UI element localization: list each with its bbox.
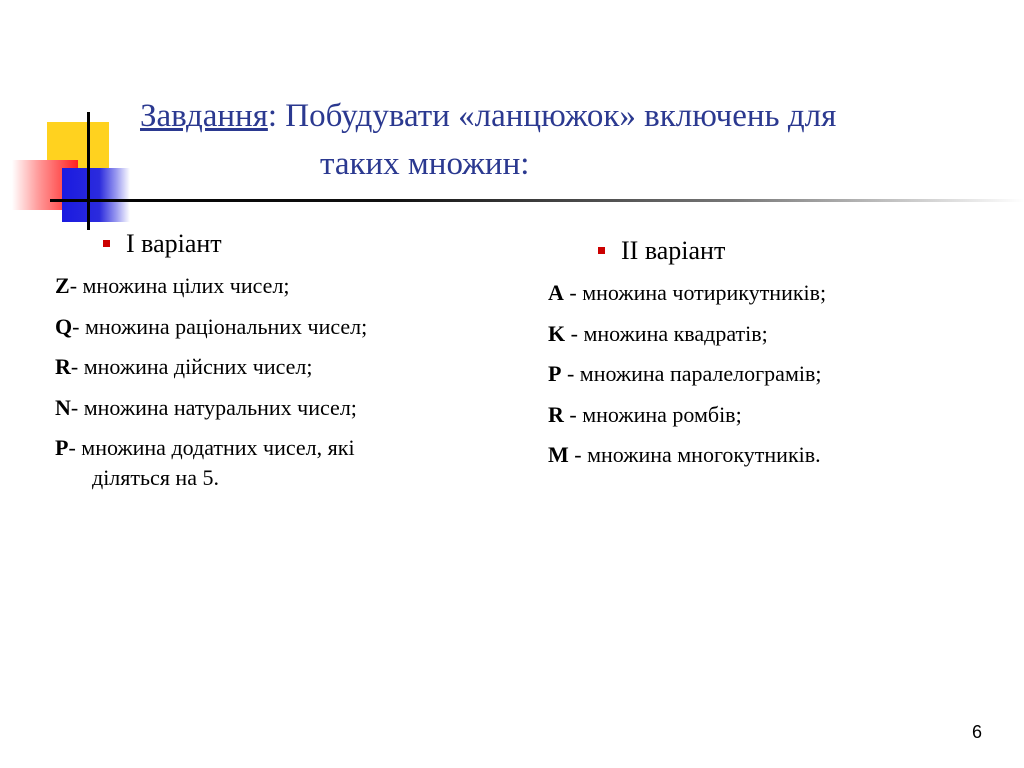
title-label: Завдання xyxy=(140,98,268,134)
list-item: N- множина натуральних чисел; xyxy=(55,394,357,420)
variant-1-heading: І варіант xyxy=(55,229,495,259)
vertical-rule xyxy=(87,112,90,230)
list-item: R - множина ромбів; xyxy=(548,401,742,427)
list-item: Q- множина раціональних чисел; xyxy=(55,313,368,339)
list-item: M - множина многокутників. xyxy=(548,442,821,467)
variant-1-column xyxy=(55,229,495,493)
list-item: A - множина чотирикутників; xyxy=(548,280,827,305)
blue-square-decoration xyxy=(62,168,130,222)
list-item: K - множина квадратів; xyxy=(548,320,768,346)
title-underline-rule xyxy=(50,199,1024,202)
page-number: 6 xyxy=(972,722,983,742)
slide-title xyxy=(140,92,1000,188)
list-item: P- множина додатних чисел, які діляться на 5. xyxy=(55,428,495,493)
list-item: R- множина дійсних чисел; xyxy=(55,354,313,379)
title-text-line2: таких множин: xyxy=(320,146,530,182)
variant-2-column xyxy=(548,236,988,476)
title-text: : Побудувати «ланцюжок» включень для xyxy=(267,98,837,134)
square-bullet-icon xyxy=(103,240,110,247)
list-item: P - множина паралелограмів; xyxy=(548,361,822,386)
variant-2-heading: ІІ варіант xyxy=(548,236,988,266)
list-item: Z- множина цілих чисел; xyxy=(55,273,290,298)
square-bullet-icon xyxy=(598,247,605,254)
list-item-continuation: діляться на 5. xyxy=(92,465,219,490)
